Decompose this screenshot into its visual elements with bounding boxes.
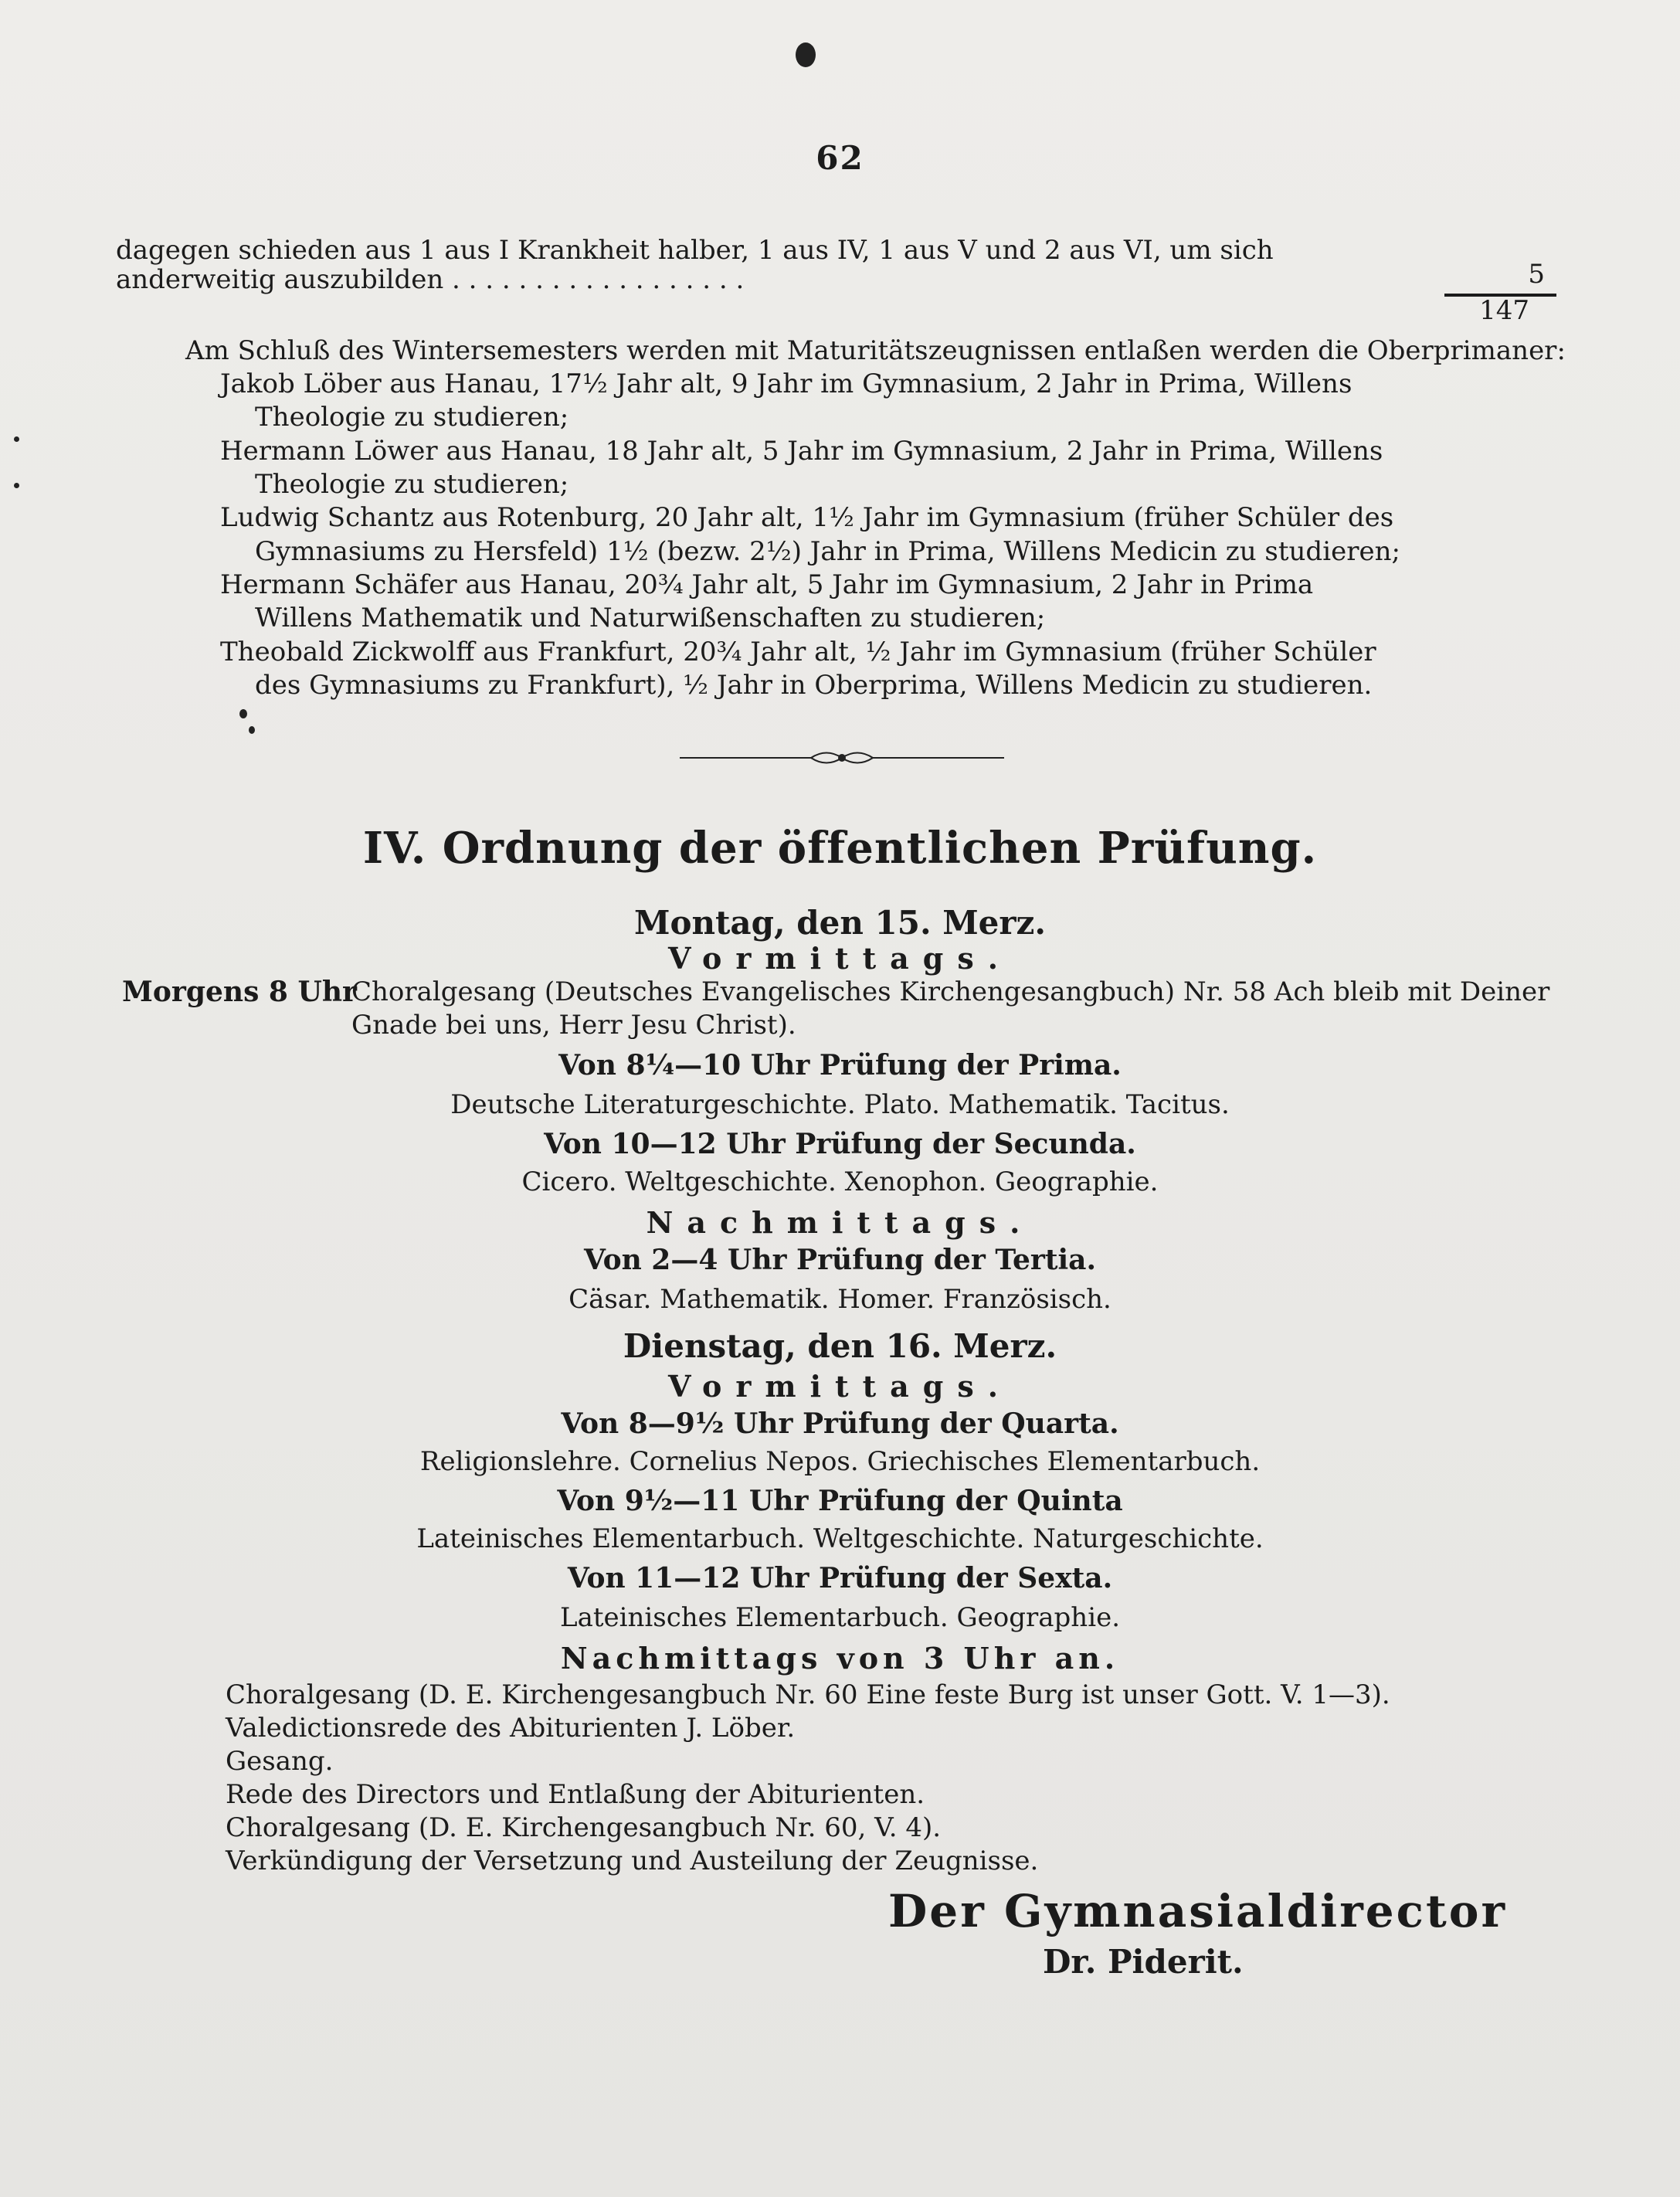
ink-speck [796, 42, 816, 67]
ink-speck [249, 726, 255, 734]
ornament-divider [680, 746, 1004, 769]
morning-text-1: Choralgesang (Deutsches Evangelisches Kirchengesangbuch) Nr. 58 Ach bleib mit Deiner [351, 976, 1550, 1007]
sexta-heading: Von 11—12 Uhr Prüfung der Sexta. [567, 1562, 1113, 1594]
graduate-line: Ludwig Schantz aus Rotenburg, 20 Jahr alt, 1½ Jahr im Gymnasium (früher Schüler des [220, 502, 1394, 533]
ink-speck [14, 483, 19, 488]
tertia-subjects: Cäsar. Mathematik. Homer. Französisch. [568, 1284, 1112, 1315]
intro-line-2: anderweitig auszubilden . . . . . . . . . . . . . . . . . . [116, 264, 745, 295]
ink-speck [239, 709, 247, 718]
closing-item: Verkündigung der Versetzung und Austeilung der Zeugnisse. [226, 1846, 1039, 1876]
graduate-line: Jakob Löber aus Hanau, 17½ Jahr alt, 9 Jahr im Gymnasium, 2 Jahr in Prima, Willens [220, 368, 1352, 399]
quarta-heading: Von 8—9½ Uhr Prüfung der Quarta. [561, 1408, 1119, 1440]
page-number: 62 [816, 139, 864, 177]
closing-item: Choralgesang (D. E. Kirchengesangbuch Nr. 60 Eine feste Burg ist unser Gott. V. 1—3). [226, 1679, 1390, 1710]
quarta-subjects: Religionslehre. Cornelius Nepos. Griechisches Elementarbuch. [419, 1446, 1261, 1477]
graduate-line: Hermann Löwer aus Hanau, 18 Jahr alt, 5 Jahr im Gymnasium, 2 Jahr in Prima, Willens [220, 436, 1383, 467]
morning-text-2: Gnade bei uns, Herr Jesu Christ). [351, 1010, 796, 1041]
graduate-line: Gymnasiums zu Hersfeld) 1½ (bezw. 2½) Jahr in Prima, Willens Medicin zu studieren; [255, 536, 1400, 567]
nachmittags-heading-2: Nachmittags von 3 Uhr an. [560, 1641, 1120, 1676]
intro-line-1: dagegen schieden aus 1 aus I Krankheit halber, 1 aus IV, 1 aus V und 2 aus VI, um sich [116, 235, 1274, 266]
graduates-intro: Am Schluß des Wintersemesters werden mit Maturitätszeugnissen entlaßen werden die Oberprimaner: [185, 335, 1566, 366]
quinta-subjects: Lateinisches Elementarbuch. Weltgeschichte. Naturgeschichte. [416, 1523, 1264, 1554]
prima-subjects: Deutsche Literaturgeschichte. Plato. Mathematik. Tacitus. [450, 1089, 1230, 1120]
intro-number-147: 147 [1479, 295, 1529, 326]
graduate-line: Willens Mathematik und Naturwißenschaften zu studieren; [255, 603, 1046, 633]
closing-item: Valedictionsrede des Abiturienten J. Löber. [226, 1713, 796, 1744]
sexta-subjects: Lateinisches Elementarbuch. Geographie. [559, 1602, 1121, 1633]
secunda-subjects: Cicero. Weltgeschichte. Xenophon. Geographie. [521, 1166, 1159, 1197]
ink-speck [14, 436, 19, 442]
signature-title: Der Gymnasialdirector [888, 1885, 1507, 1937]
graduate-line: Hermann Schäfer aus Hanau, 20¾ Jahr alt, 5 Jahr im Gymnasium, 2 Jahr in Prima [220, 569, 1314, 600]
intro-number-5: 5 [1528, 259, 1545, 290]
day-2-heading: Dienstag, den 16. Merz. [623, 1327, 1057, 1365]
morning-label: Morgens 8 Uhr [122, 976, 357, 1008]
signature-name: Dr. Piderit. [1043, 1943, 1244, 1981]
vormittags-heading-2: Vormittags. [668, 1369, 1012, 1404]
section-title: IV. Ordnung der öffentlichen Prüfung. [362, 823, 1318, 874]
day-1-heading: Montag, den 15. Merz. [633, 904, 1047, 942]
closing-item: Choralgesang (D. E. Kirchengesangbuch Nr. 60, V. 4). [226, 1812, 942, 1843]
graduate-line: Theologie zu studieren; [255, 469, 569, 500]
closing-item: Gesang. [226, 1746, 334, 1777]
graduate-line: des Gymnasiums zu Frankfurt), ½ Jahr in Oberprima, Willens Medicin zu studieren. [255, 670, 1373, 701]
quinta-heading: Von 9½—11 Uhr Prüfung der Quinta [557, 1485, 1123, 1517]
vormittags-heading-1: Vormittags. [668, 941, 1012, 976]
graduate-line: Theobald Zickwolff aus Frankfurt, 20¾ Jahr alt, ½ Jahr im Gymnasium (früher Schüler [220, 637, 1376, 667]
prima-heading: Von 8¼—10 Uhr Prüfung der Prima. [558, 1049, 1122, 1082]
closing-item: Rede des Directors und Entlaßung der Abiturienten. [226, 1779, 925, 1810]
nachmittags-heading-1: Nachmittags. [646, 1205, 1034, 1240]
secunda-heading: Von 10—12 Uhr Prüfung der Secunda. [544, 1128, 1136, 1160]
tertia-heading: Von 2—4 Uhr Prüfung der Tertia. [583, 1244, 1097, 1276]
graduate-line: Theologie zu studieren; [255, 402, 569, 433]
